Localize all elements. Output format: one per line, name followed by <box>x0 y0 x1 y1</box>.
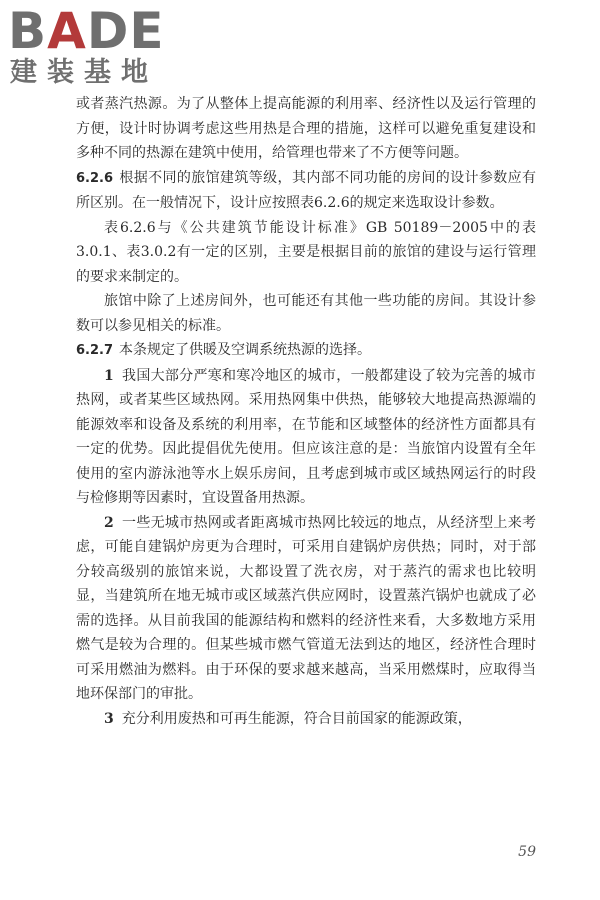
list-item-1: 1 我国大部分严寒和寒冷地区的城市，一般都建设了较为完善的城市热网，或者某些区域热网。采用热网集中供热，能够较大地提高热源端的能源效率和设备及系统的利用率，在节能和区域整体的经济性方面都具有一定的优势。因此提倡优先使用。但应该注意的是：当旅馆内设置有全年使用的室内游泳池等水上娱乐房间，且考虑到城市或区域热网运行的时段与检修期等因素时，宜设置备用热源。 <box>76 367 536 506</box>
paragraph-continuation: 或者蒸汽热源。为了从整体上提高能源的利用率、经济性以及运行管理的方便，设计时协调考虑这些用热是合理的措施，这样可以避免重复建设和多种不同的热源在建筑中使用，给管理也带来了不方便等问题。 <box>76 96 536 161</box>
page-number: 59 <box>518 844 536 860</box>
logo-wordmark: BADE <box>8 2 165 60</box>
clause-number: 6.2.6 <box>76 170 114 186</box>
bade-logo <box>8 2 178 90</box>
document-body <box>76 92 536 731</box>
list-item-3: 3 充分利用废热和可再生能源，符合目前国家的能源政策， <box>104 710 472 727</box>
clause-number: 6.2.7 <box>76 343 114 358</box>
logo-subtitle: 建装基地 <box>10 57 158 88</box>
clause-6-2-6: 6.2.6 根据不同的旅馆建筑等级，其内部不同功能的房间的设计参数应有所区别。在一般情况下，设计应按照表6.2.6的规定来选取设计参数。 <box>76 169 536 211</box>
paragraph-other-rooms: 旅馆中除了上述房间外，也可能还有其他一些功能的房间。其设计参数可以参见相关的标准。 <box>76 293 536 334</box>
item-number: 3 <box>104 710 114 727</box>
list-item-2: 2 一些无城市热网或者距离城市热网比较远的地点，从经济型上来考虑，可能自建锅炉房更为合理时，可采用自建锅炉房供热；同时，对于部分较高级别的旅馆来说，大都设置了洗衣房，对于蒸汽的需求也比较明显，当建筑所在地无城市或区域蒸汽供应网时，设置蒸汽锅炉也就成了必需的选择。从目前我国的能源结构和燃料的经济性来看，大多数地方采用燃气是较为合理的。但某些城市燃气管道无法到达的地区，经济性合理时可采用燃油为燃料。由于环保的要求越来越高，当采用燃煤时，应取得当地环保部门的审批。 <box>76 514 536 702</box>
item-number: 1 <box>104 367 114 384</box>
clause-6-2-7: 6.2.7 本条规定了供暖及空调系统热源的选择。 <box>76 342 372 358</box>
item-number: 2 <box>104 514 114 531</box>
paragraph-table-note: 表6.2.6与《公共建筑节能设计标准》GB 50189－2005中的表3.0.1、表3.0.2有一定的区别，主要是根据目前的旅馆的建设与运行管理的要求来制定的。 <box>76 219 536 285</box>
